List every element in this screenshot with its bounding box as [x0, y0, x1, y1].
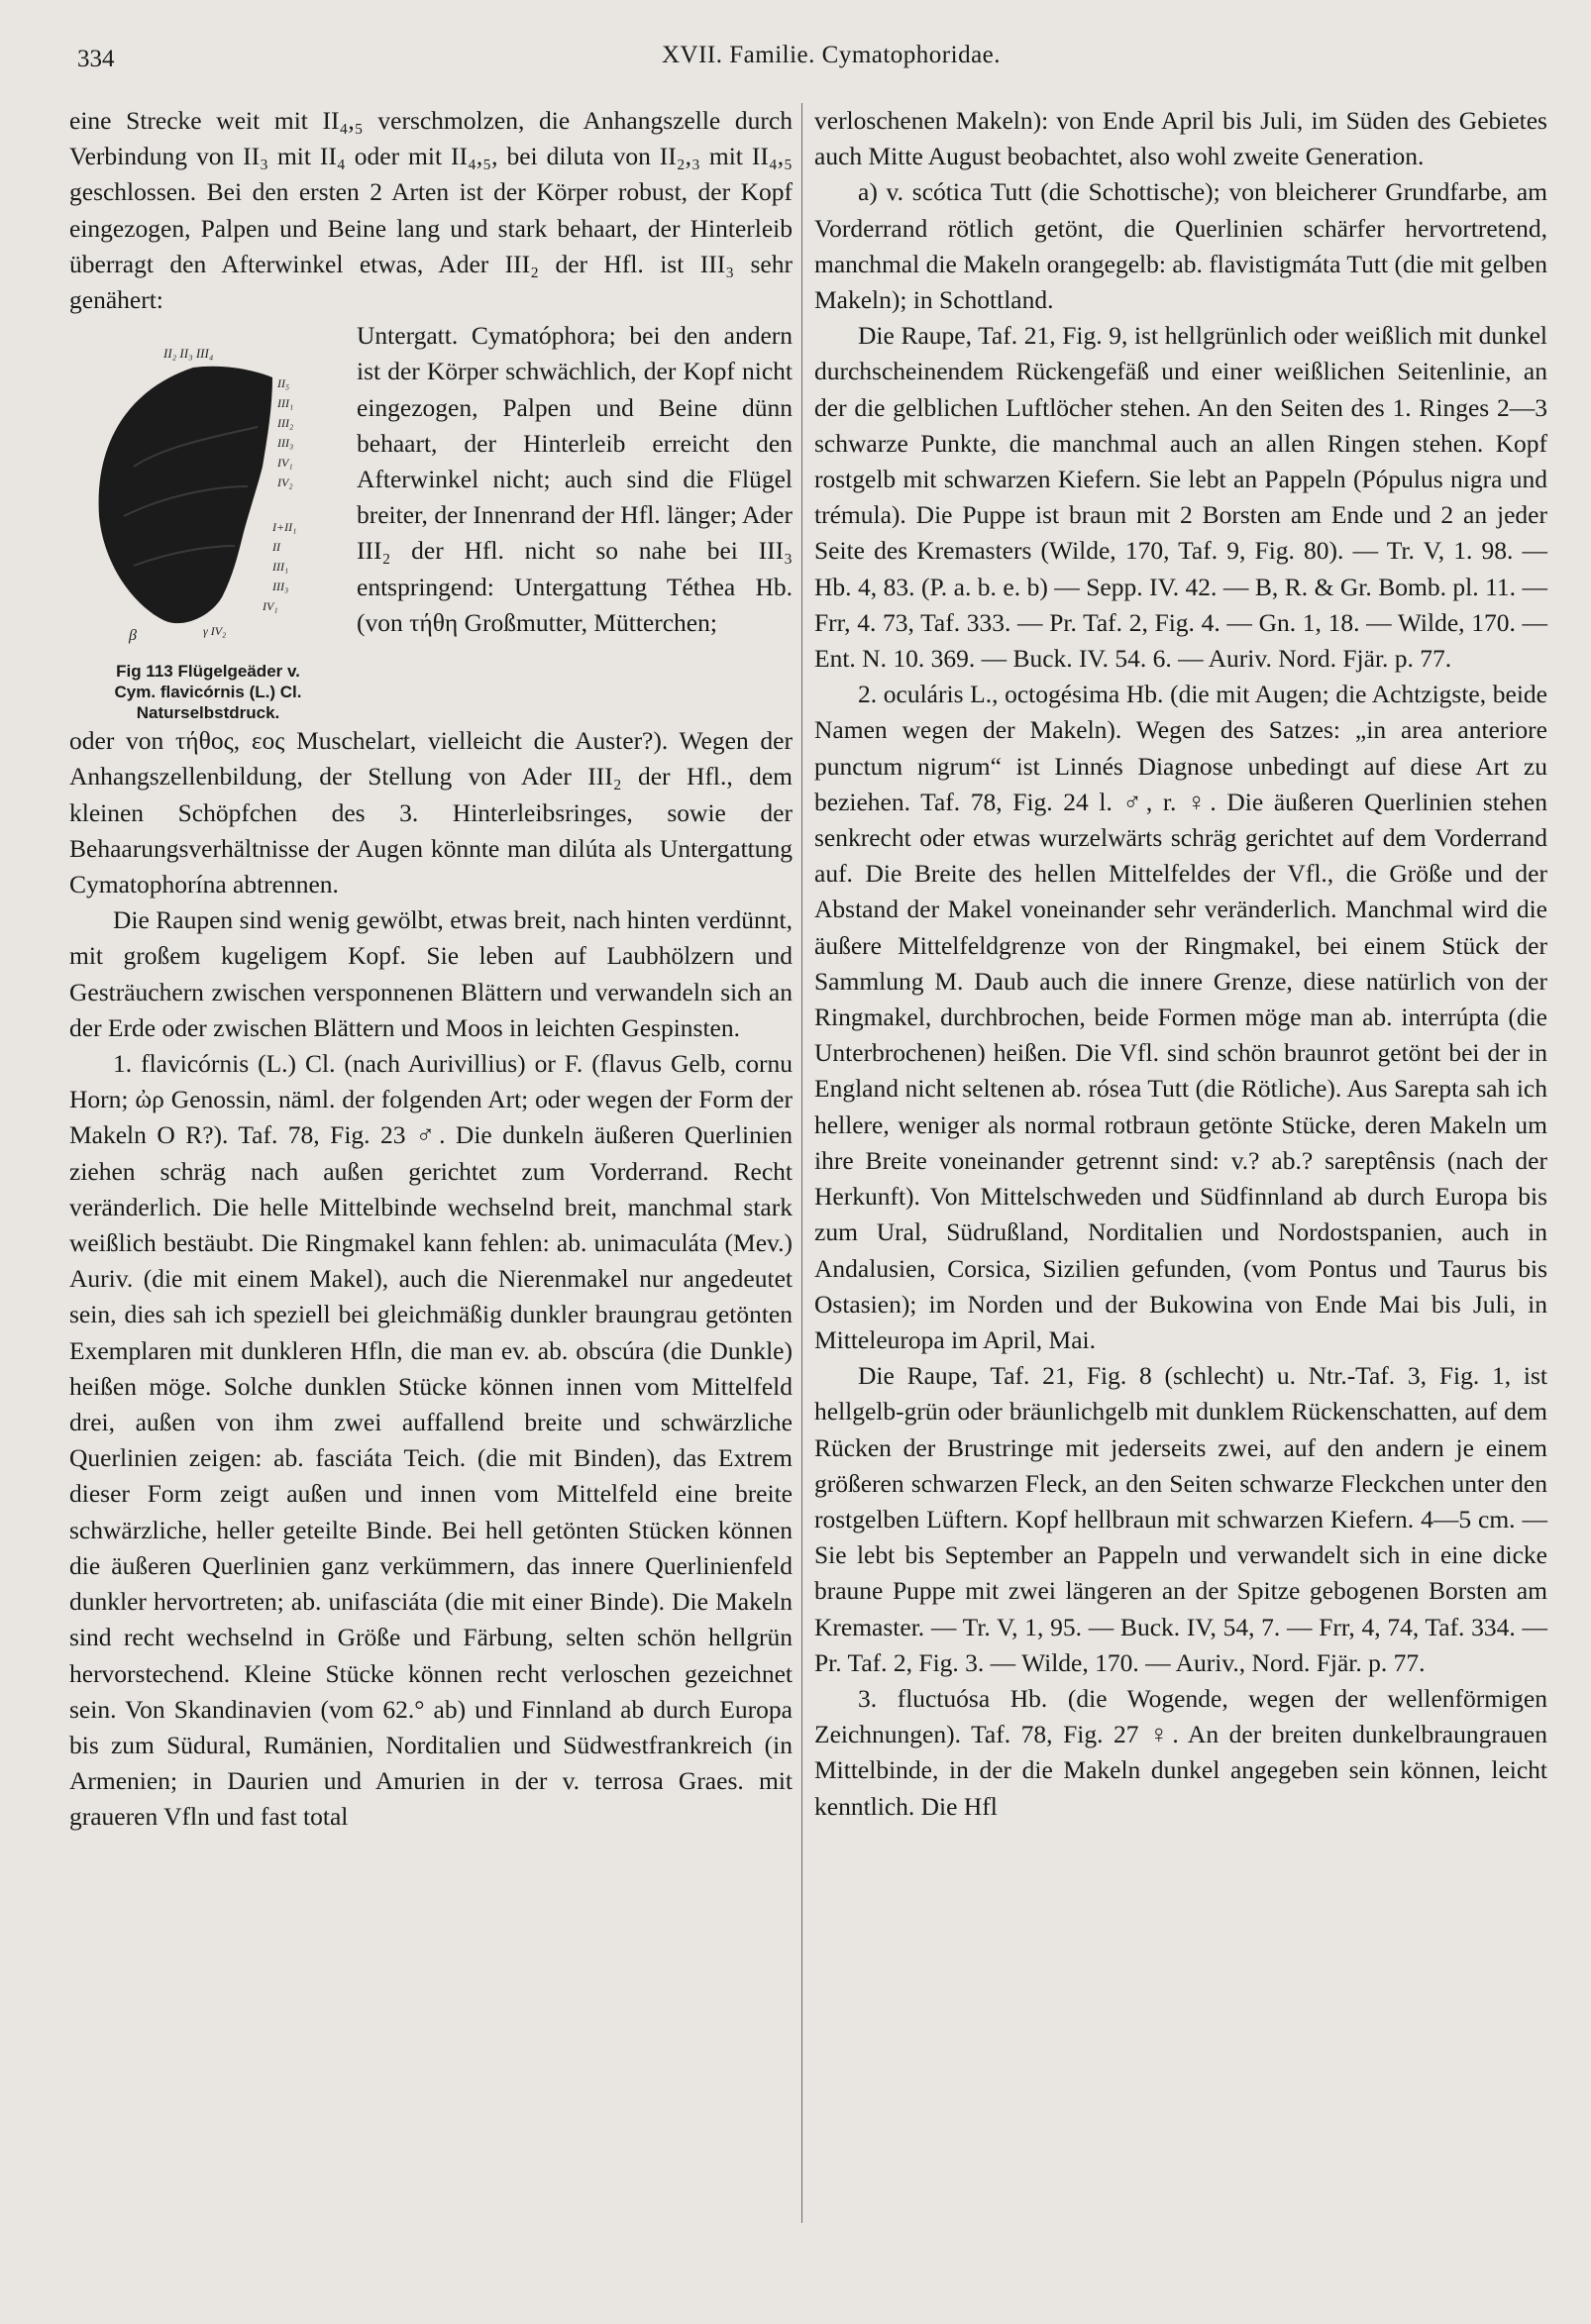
right-paragraph-2: a) v. scótica Tutt (die Schottische); von bleicherer Grundfarbe, am Vorderrand rötlich getönt, die Querlinien schärfer hervortretend, manchmal die Makeln orangegelb: ab. flavistigmáta Tutt (die mit gelben Makeln); in Schottland.	[814, 177, 1547, 315]
left-paragraph-3: 1. flavicórnis (L.) Cl. (nach Aurivillius) or F. (flavus Gelb, cornu Horn; ὠρ Genossin, näml. der folgenden Art; oder wegen der Form der Makeln O R?). Taf. 78, Fig. 23 ♂. Die dunkeln äußeren Querlinien ziehen schräg nach außen gerichtet zum Vorderrand. Recht veränderlich. Die helle Mittelbinde wechselnd breit, manchmal stark weißlich bestäubt. Die Ringmakel kann fehlen: ab. unimaculáta (Mev.) Auriv. (die mit einem Makel), auch die Nierenmakel nur angedeutet sein, dies sah ich speziell bei gleichmäßig dunkler braungrau getönten Exemplaren mit dunkleren Hfln, die man ev. ab. obscúra (die Dunkle) heißen möge. Solche dunklen Stücke können innen vom Mittelfeld drei, außen von ihm zwei auffallend breite und schwärzliche Querlinien zeigen: ab. fasciáta Teich. (die mit Binden), das Extrem dieser Form zeigt außen und innen vom Mittelfeld eine breite schwärzliche, heller geteilte Binde. Bei hell getönten Stücken können die äußeren Querlinien ganz verkümmern, das innere Querlinienfeld dunkler hervortreten; ab. unifasciáta (die mit einer Binde). Die Makeln sind recht wechselnd in Größe und Färbung, selten schön hellgrün hervorstechend. Kleine Stücke können recht verloschen gezeichnet sein. Von Skandinavien (vom 62.° ab) und Finnland ab durch Europa bis zum Südural, Rumänien, Norditalien und Südwestfrankreich (in Armenien; in Daurien und Amurien in der v. terrosa Graes. mit graueren Vfln und fast total	[69, 1049, 793, 1832]
running-title: XVII. Familie. Cymatophoridae.	[662, 42, 1002, 68]
left-paragraph-1c: oder von τήθος, εος Muschelart, vielleicht die Auster?). Wegen der Anhangszellenbildung, der Stellung von Ader III₂ der Hfl., dem kleinen Schöpfchen des 3. Hinterleibsringes, sowie der Behaarungsverhältnisse der Augen könnte man dilúta als Untergattung Cymatophorína abtrennen.	[69, 726, 793, 899]
svg-text:II: II	[272, 540, 280, 555]
figure-caption: Fig 113 Flügelgeäder v. Cym. flavicórnis (L.) Cl. Naturselbstdruck.	[114, 662, 302, 723]
left-paragraph-1: eine Strecke weit mit II₄,₅ verschmolzen, die Anhangszelle durch Verbindung von II₃ mit II₄ oder mit II₄,₅, bei diluta von II₂,₃ mit II₄,₅ geschlossen. Bei den ersten 2 Arten ist der Körper robust, der Kopf eingezogen, Palpen und Beine lang und stark behaart, der Hinterleib überragt den Afterwinkel etwas, Ader III₂ der Hfl. ist III₃ sehr genähert:	[69, 106, 793, 315]
svg-text:III₁: III₁	[272, 560, 289, 575]
svg-text:IV₁: IV₁	[263, 599, 278, 614]
left-column	[69, 103, 793, 1836]
right-column	[814, 103, 1547, 1825]
svg-text:III₂: III₂	[277, 416, 294, 431]
figure-block	[69, 318, 793, 723]
wing-venation-figure	[74, 318, 342, 655]
svg-text:IV₂: IV₂	[277, 475, 293, 490]
right-paragraph-6: 3. fluctuósa Hb. (die Wogende, wegen der wellenförmigen Zeichnungen). Taf. 78, Fig. 27 ♀. An der breiten dunkelbraungrauen Mittelbinde, in der die Makeln dunkel angegeben sein können, leicht kenntlich. Die Hfl	[814, 1683, 1547, 1821]
svg-text:β: β	[129, 627, 137, 645]
svg-text:II₂ II₃ III₄: II₂ II₃ III₄	[163, 346, 214, 362]
svg-text:III₃: III₃	[277, 436, 294, 451]
page-header	[77, 40, 1551, 79]
figure-113	[69, 318, 347, 723]
right-paragraph-4: 2. oculáris L., octogésima Hb. (die mit Augen; die Achtzigste, beide Namen wegen der Makeln). Wegen des Satzes: „in area anteriore punctum nigrum“ ist Linnés Diagnose unbedingt auf diese Art zu beziehen. Taf. 78, Fig. 24 l. ♂, r. ♀. Die äußeren Querlinien stehen senkrecht oder etwas wurzelwärts schräg gerichtet auf dem Vorderrand auf. Die Breite des hellen Mittelfeldes der Vfl., die Größe und der Abstand der Makel voneinander sehr veränderlich. Manchmal wird die äußere Mittelfeldgrenze von der Ringmakel, bei einem Stück der Sammlung M. Daub auch die innere Grenze, diese natürlich von der Ringmakel, durchbrochen, beide Formen möge man ab. interrúpta (die Unterbrochenen) heißen. Die Vfl. sind schön braunrot getönt bei der in England nicht seltenen ab. rósea Tutt (die Rötliche). Aus Sarepta sah ich hellere, weniger als normal rotbraun getönte Stücke, deren Makeln um ihre Breite voneinander getrennt sind: v.? ab.? sareptênsis (nach der Herkunft). Von Mittelschweden und Südfinnland ab durch Europa bis zum Ural, Südrußland, Norditalien und Nordostspanien, auch in Andalusien, Corsica, Sizilien gefunden, (vom Pontus und Taurus bis Ostasien); im Norden und der Bukowina von Ende Mai bis Juli, in Mitteleuropa im April, Mai.	[814, 680, 1547, 1354]
svg-text:III₃: III₃	[272, 580, 289, 594]
page-number: 334	[77, 46, 115, 72]
svg-text:II₅: II₅	[277, 376, 290, 391]
right-paragraph-5: Die Raupe, Taf. 21, Fig. 8 (schlecht) u. Ntr.-Taf. 3, Fig. 1, ist hellgelb-grün oder bräunlichgelb mit dunklem Rückenschatten, auf dem Rücken der Brustringe mit jederseits zwei, auf den andern je einem größeren schwarzen Fleck, an den Seiten schwarze Fleckchen unter den rostgelben Lüftern. Kopf hellbraun mit schwarzen Kiefern. 4—5 cm. — Sie lebt bis September an Pappeln und verwandelt sich in eine dicke braune Puppe mit zwei längeren an der Spitze gebogenen Borsten am Kremaster. — Tr. V, 1, 95. — Buck. IV, 54, 7. — Frr, 4, 74, Taf. 334. — Pr. Taf. 2, Fig. 3. — Wilde, 170. — Auriv., Nord. Fjär. p. 77.	[814, 1361, 1547, 1677]
column-divider	[801, 103, 802, 2223]
svg-text:I+II₁: I+II₁	[272, 520, 297, 535]
left-paragraph-1b: Untergatt. Cymatóphora; bei den andern ist der Körper schwächlich, der Kopf nicht eingezogen, Palpen und Beine dünn behaart, der Hinterleib erreicht den Afterwinkel nicht; auch sind die Flügel breiter, der Innenrand der Hfl. länger; Ader III₂ der Hfl. nicht so nahe bei III₃ entspringend: Untergattung Téthea Hb. (von τήθη Großmutter, Mütterchen;	[357, 321, 793, 637]
right-paragraph-1: verloschenen Makeln): von Ende April bis Juli, im Süden des Gebietes auch Mitte August beobachtet, also wohl zweite Generation.	[814, 106, 1547, 171]
svg-text:III₁: III₁	[277, 396, 294, 411]
svg-text:IV₁: IV₁	[277, 456, 293, 471]
left-paragraph-2: Die Raupen sind wenig gewölbt, etwas breit, nach hinten verdünnt, mit großem kugeligem Kopf. Sie leben auf Laubhölzern und Gesträuchern zwischen versponnenen Blättern und verwandeln sich an der Erde oder zwischen Blättern und Moos in leichten Gespinsten.	[69, 905, 793, 1042]
right-paragraph-3: Die Raupe, Taf. 21, Fig. 9, ist hellgrünlich oder weißlich mit dunkel durchscheinendem Rückengefäß und einer weißlichen Seitenlinie, an der die gelblichen Luftlöcher stehen. An den Seiten des 1. Ringes 2—3 schwarze Punkte, die manchmal auch an allen Ringen stehen. Kopf rostgelb mit schwarzen Kiefern. Sie lebt an Pappeln (Pópulus nigra und trémula). Die Puppe ist braun mit 2 Borsten am Ende und 2 an jeder Seite des Kremasters (Wilde, 170, Taf. 9, Fig. 80). — Tr. V, 1. 98. — Hb. 4, 83. (P. a. b. e. b) — Sepp. IV. 42. — B, R. & Gr. Bomb. pl. 11. — Frr, 4. 73, Taf. 333. — Pr. Taf. 2, Fig. 4. — Gn. 1, 18. — Wilde, 170. — Ent. N. 10. 369. — Buck. IV. 54. 6. — Auriv. Nord. Fjär. p. 77.	[814, 321, 1547, 674]
svg-text:γ IV₂: γ IV₂	[203, 624, 227, 639]
